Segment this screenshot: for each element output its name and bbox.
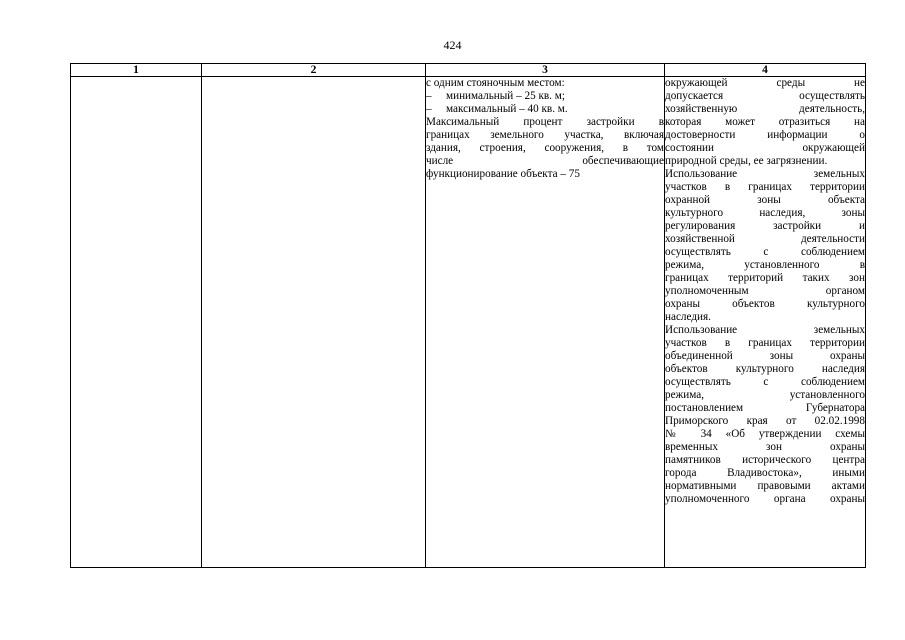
text-line: осуществлять с соблюдением: [665, 376, 865, 388]
text-line: города Владивостока», иными: [665, 467, 865, 479]
text-line: хозяйственной деятельности: [665, 233, 865, 245]
text-line: участков в границах территории: [665, 181, 865, 193]
text-line: окружающей среды не: [665, 77, 865, 89]
text-line: которая может отразиться на: [665, 116, 865, 128]
column-header-1: 1: [71, 64, 202, 77]
text-line: Максимальный процент застройки в: [426, 116, 664, 128]
text-line: состоянии окружающей: [665, 142, 865, 154]
text-line: объектов культурного наследия: [665, 363, 865, 375]
text-line: числе обеспечивающие: [426, 155, 664, 167]
text-line: режима, установленного в: [665, 259, 865, 271]
table-header-row: [71, 64, 866, 77]
text-line: Приморского края от 02.02.1998: [665, 415, 865, 427]
text-line: достоверности информации о: [665, 129, 865, 141]
text-line: функционирование объекта – 75: [426, 168, 580, 180]
text-line: допускается осуществлять: [665, 90, 865, 102]
col3-paragraph: [426, 116, 664, 181]
text-line: здания, строения, сооружения, в том: [426, 142, 664, 154]
text-line: охраны объектов культурного: [665, 298, 865, 310]
text-line: Использование земельных: [665, 324, 865, 336]
text-line: участков в границах территории: [665, 337, 865, 349]
column-header-3: 3: [426, 64, 665, 77]
column-header-2: 2: [202, 64, 426, 77]
text-line: культурного наследия, зоны: [665, 207, 865, 219]
text-line: охранной зоны объекта: [665, 194, 865, 206]
text-line: регулирования застройки и: [665, 220, 865, 232]
text-line: режима, установленного: [665, 389, 865, 401]
cell-column-3: [426, 77, 665, 568]
text-line: уполномоченным органом: [665, 285, 865, 297]
list-item-max: – максимальный – 40 кв. м.: [426, 103, 568, 115]
cell-column-4: [665, 77, 866, 568]
text-line: нормативными правовыми актами: [665, 480, 865, 492]
col4-paragraph: [665, 77, 865, 506]
text-line: временных зон охраны: [665, 441, 865, 453]
text-line: границах земельного участка, включая: [426, 129, 664, 141]
text-line: № 34 «Об утверждении схемы: [665, 428, 865, 440]
table-row: [71, 77, 866, 568]
cell-column-2: [202, 77, 426, 568]
text-line: границах территорий таких зон: [665, 272, 865, 284]
cell-column-1: [71, 77, 202, 568]
text-line: наследия.: [665, 311, 711, 323]
text-line: постановлением Губернатора: [665, 402, 865, 414]
page-number: 424: [443, 38, 462, 52]
text-line: осуществлять с соблюдением: [665, 246, 865, 258]
parking-intro: с одним стояночным местом:: [426, 77, 565, 89]
text-line: природной среды, ее загрязнении.: [665, 155, 828, 167]
text-line: Использование земельных: [665, 168, 865, 180]
column-header-4: 4: [665, 64, 866, 77]
text-line: хозяйственную деятельность,: [665, 103, 865, 115]
text-line: памятников исторического центра: [665, 454, 865, 466]
regulation-table: [70, 63, 866, 568]
text-line: объединенной зоны охраны: [665, 350, 865, 362]
list-item-min: – минимальный – 25 кв. м;: [426, 90, 565, 102]
text-line: уполномоченного органа охраны: [665, 493, 865, 505]
